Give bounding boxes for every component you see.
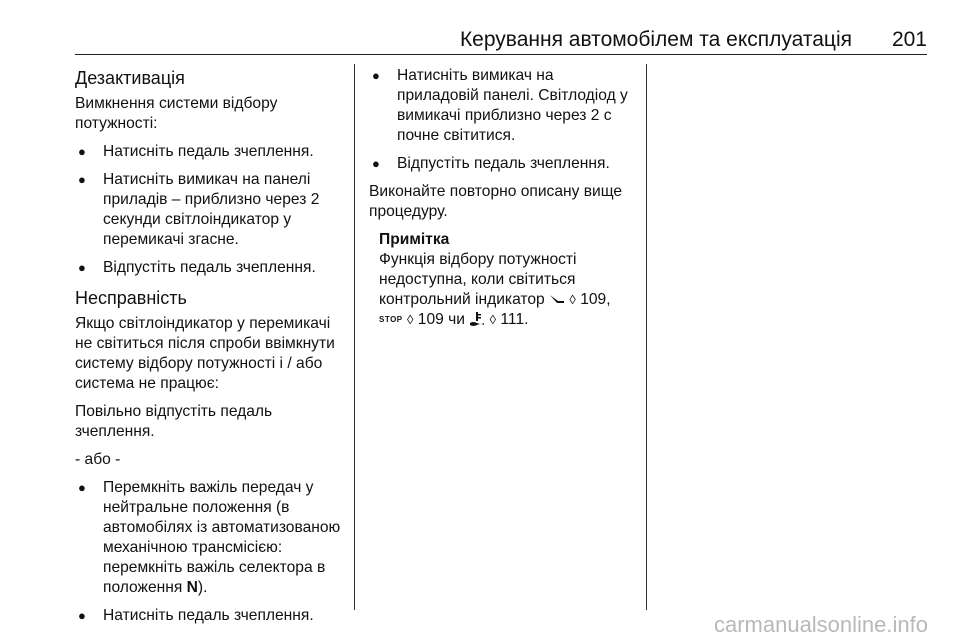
column-divider	[354, 64, 355, 610]
middle-column	[369, 66, 637, 330]
header-title: Керування автомобілем та експлуатація	[459, 28, 852, 51]
list-item: ● Натисніть педаль зчеплення.	[75, 606, 345, 626]
coolant-temperature-icon	[469, 312, 485, 326]
list-item: ● Натисніть педаль зчеплення.	[75, 142, 345, 162]
page-ref-icon: ◊	[569, 292, 576, 307]
list-item: ● Відпустіть педаль зчеплення.	[75, 258, 345, 278]
list-item: ● Натисніть вимикач на панелі приладів – приблизно через 2 секунди світлоіндикатор у перемикачі згасне.	[75, 170, 345, 250]
page-number: 201	[891, 28, 927, 51]
left-column	[75, 66, 345, 634]
section-heading-malfunction: Несправність	[75, 288, 187, 308]
clutch-pedal-icon	[549, 292, 565, 306]
column-divider	[646, 64, 647, 610]
step-text-end: ).	[197, 579, 208, 596]
list-item: ● Відпустіть педаль зчеплення.	[369, 154, 637, 174]
note-text: Функція відбору потужності недоступна, коли світиться контрольний індикатор	[379, 251, 577, 308]
page-ref: 111.	[500, 311, 529, 328]
malfunction-paragraph: Якщо світлоіндикатор у перемикачі не світиться після спроби ввімкнути систему відбору потужності і / або система не працює:	[75, 315, 335, 392]
page-header	[75, 24, 927, 54]
malfunction-paragraph: Повільно відпустіть педаль зчеплення.	[75, 403, 273, 440]
page-ref: 109 чи	[417, 311, 465, 328]
list-item: ● Натисніть вимикач на приладовій панелі. Світлодіод у вимикачі приблизно через 2 с почне світитися.	[369, 66, 637, 146]
note-box	[379, 230, 637, 330]
stop-icon: STOP	[379, 315, 403, 324]
repeat-paragraph: Виконайте повторно описану вище процедуру.	[369, 183, 623, 220]
section-heading-deactivation: Дезактивація	[75, 68, 185, 88]
note-body	[379, 250, 637, 330]
procedure-steps	[369, 66, 637, 174]
gear-n-label: N	[186, 579, 198, 596]
header-rule	[75, 54, 927, 55]
malfunction-steps	[75, 478, 345, 626]
step-text: Перемкніть важіль передач у нейтральне положення (в автомобілях із автоматизованою механічною трансмісією: перемкніть важіль селектора в положення	[103, 479, 341, 596]
list-item	[75, 478, 345, 598]
watermark: carmanualsonline.info	[713, 612, 928, 637]
deactivation-steps	[75, 142, 345, 278]
or-separator: - або -	[75, 451, 121, 468]
page-ref: 109,	[580, 291, 611, 308]
deactivation-intro: Вимкнення системи відбору потужності:	[75, 95, 278, 132]
page-ref-icon: ◊	[406, 312, 414, 327]
note-title: Примітка	[379, 231, 450, 248]
page-ref-icon: ◊	[489, 312, 497, 327]
